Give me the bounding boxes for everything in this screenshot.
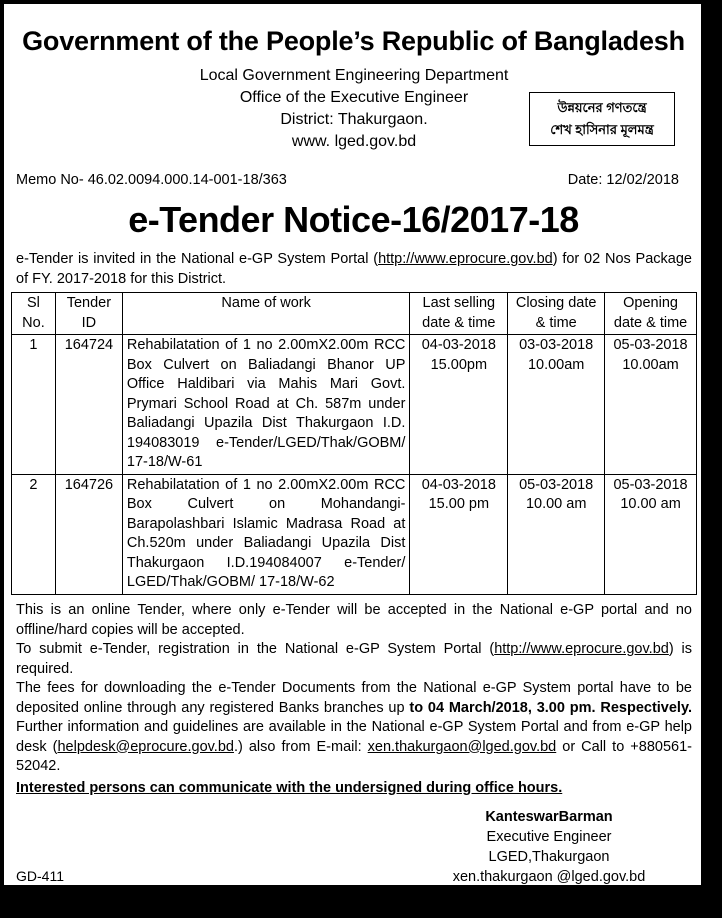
intro-text-before: e-Tender is invited in the National e-GP System Portal ( <box>16 251 379 267</box>
contact-call-to-action: Interested persons can communicate with the undersigned during office hours. <box>16 779 563 796</box>
memo-number: Memo No- 46.02.0094.000.14-001-18/363 <box>16 172 287 188</box>
tender-table <box>11 292 697 595</box>
government-title: Government of the People’s Republic of Bangladesh <box>22 26 685 56</box>
opening-time: 10.00 am <box>620 496 681 512</box>
closing-time: 10.00 am <box>525 496 587 512</box>
row-tender-id: 164724 <box>55 335 122 475</box>
helpdesk-email-link[interactable]: helpdesk@eprocure.gov.bd <box>57 738 234 755</box>
registration-text-after: ) is required. <box>16 641 692 677</box>
header-tender-id: Tender ID <box>55 293 122 335</box>
table-row <box>12 335 697 475</box>
opening-time: 10.00am <box>622 356 679 373</box>
closing-date: 03-03-2018 <box>519 337 594 353</box>
info-text-after: or Call to +880561-52042. <box>16 738 692 774</box>
xen-email-link[interactable]: xen.thakurgaon@lged.gov.bd <box>367 738 557 755</box>
tender-notice-page <box>3 3 702 886</box>
opening-date: 05-03-2018 <box>613 337 688 353</box>
eprocure-link[interactable]: http://www.eprocure.gov.bd <box>494 641 669 657</box>
last-selling-date: 04-03-2018 <box>421 476 496 493</box>
footer-notes <box>16 601 692 798</box>
gd-number: GD-411 <box>16 868 64 884</box>
slogan-line-2: শেখ হাসিনার মূলমন্ত্র <box>550 122 654 137</box>
office-address-block <box>134 65 574 153</box>
info-text-before: Further information and guidelines are available in the National e-GP System Portal and from e-GP help desk ( <box>16 719 692 755</box>
header-last-selling: Last selling date & time <box>410 293 508 335</box>
fees-deadline: to 04 March/2018, 3.00 pm. Respectively. <box>409 699 692 716</box>
row-sl: 2 <box>12 474 56 594</box>
intro-paragraph <box>16 249 692 289</box>
row-name-of-work: Rehabilatation of 1 no 2.00mX2.00m RCC Box Culvert on Baliadangi Bhanor UP Office Haldibari via Mahis Mari Govt. Prymari School Road at Ch. 587m under Baliadangi Upazila Dist Thakurgaon I.D. 194083019 e-Tender/LGED/Thak/GOBM/ 17-18/W-61 <box>122 335 410 475</box>
signatory-email: xen.thakurgaon @lged.gov.bd <box>452 869 646 885</box>
row-closing <box>508 335 605 475</box>
header-opening: Opening date & time <box>605 293 697 335</box>
table-header-row <box>12 293 697 335</box>
fees-note <box>16 679 692 777</box>
table-row <box>12 474 697 594</box>
slogan-box <box>529 92 675 146</box>
row-last-selling <box>410 335 508 475</box>
eprocure-link[interactable]: http://www.eprocure.gov.bd <box>378 251 553 267</box>
online-tender-note: This is an online Tender, where only e-Tender will be accepted in the National e-GP portal and no offline/hard copies will be accepted. <box>16 602 692 638</box>
last-selling-time: 15.00pm <box>430 356 488 373</box>
registration-text-before: To submit e-Tender, registration in the National e-GP System Portal ( <box>16 641 495 657</box>
row-sl: 1 <box>12 335 56 475</box>
signature-block <box>444 807 654 887</box>
header-sl: Sl No. <box>12 293 56 335</box>
notice-title: e-Tender Notice-16/2017-18 <box>128 199 579 240</box>
last-selling-time: 15.00 pm <box>428 496 490 512</box>
office-name: Office of the Executive Engineer <box>239 89 469 106</box>
row-closing <box>508 474 605 594</box>
website-text: www. lged.gov.bd <box>291 133 417 150</box>
registration-note <box>16 640 692 679</box>
row-opening <box>605 335 697 475</box>
notice-date: Date: 12/02/2018 <box>567 172 679 188</box>
district-name: District: Thakurgaon. <box>280 111 428 128</box>
row-last-selling <box>410 474 508 594</box>
closing-date: 05-03-2018 <box>519 476 594 493</box>
closing-time: 10.00am <box>527 356 585 373</box>
header-name-of-work: Name of work <box>122 293 410 335</box>
opening-date: 05-03-2018 <box>613 476 688 493</box>
department-name: Local Government Engineering Department <box>199 67 509 84</box>
row-opening <box>605 474 697 594</box>
fees-text-before: The fees for downloading the e-Tender Documents from the National e-GP System portal have to be deposited online through any registered Banks branches up <box>16 680 692 716</box>
signatory-designation: Executive Engineer <box>486 829 612 845</box>
signatory-office: LGED,Thakurgaon <box>488 849 610 865</box>
info-text-mid: .) also from E-mail: <box>233 738 368 755</box>
intro-text-after: ) for 02 Nos Package of FY. 2017-2018 for this District. <box>16 251 692 287</box>
slogan-line-1: উন্নয়নের গণতন্ত্রে <box>557 100 647 115</box>
row-name-of-work: Rehabilatation of 1 no 2.00mX2.00m RCC Box Culvert on Mohandangi-Barapolashbari Islamic Madrasa Road at Ch.520m under Baliadangi Upazila Dist Thakurgaon I.D.194084007 e-Tender/ LGED/Thak/GOBM/ 17-18/W-62 <box>122 474 410 594</box>
row-tender-id: 164726 <box>55 474 122 594</box>
last-selling-date: 04-03-2018 <box>421 337 496 353</box>
header-closing: Closing date & time <box>508 293 605 335</box>
signatory-name: KanteswarBarman <box>485 809 613 825</box>
